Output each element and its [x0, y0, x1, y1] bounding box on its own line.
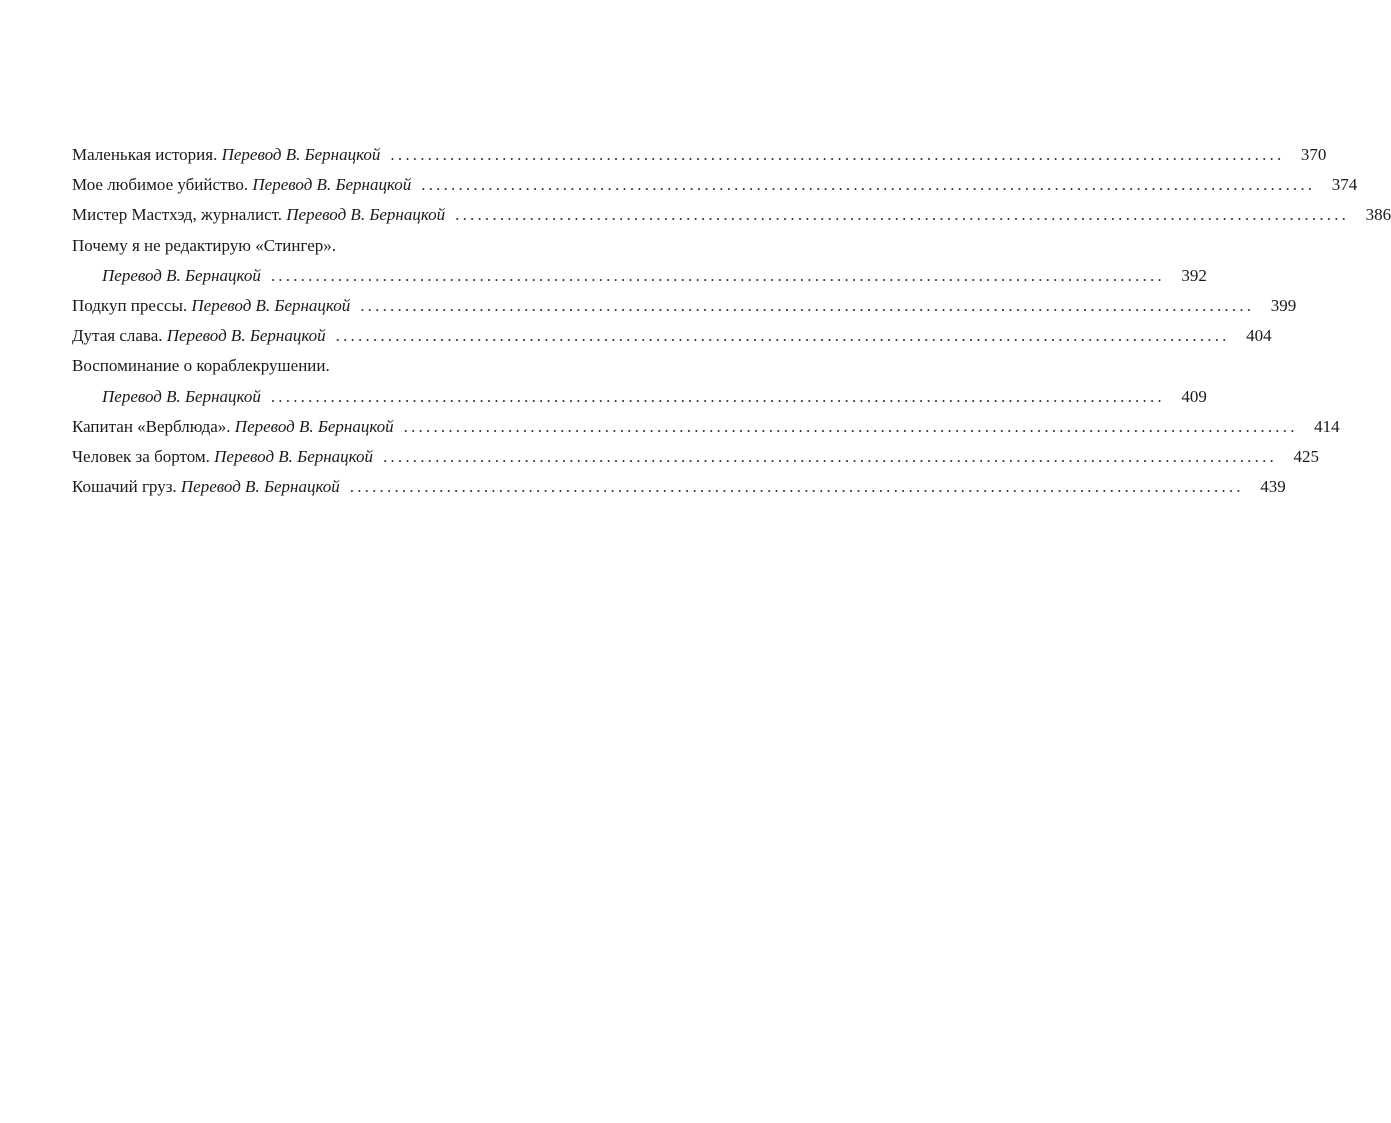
toc-entry-page: 374 — [1331, 175, 1358, 195]
toc-entry[interactable] — [72, 200, 1391, 230]
dot-leader: ........................................................................................................................ — [270, 386, 1165, 406]
table-of-contents — [72, 140, 1391, 502]
toc-entry[interactable] — [72, 442, 1319, 472]
dot-leader: ........................................................................................................................ — [421, 175, 1316, 195]
toc-entry[interactable] — [72, 321, 1272, 351]
toc-entry[interactable] — [72, 472, 1286, 502]
toc-entry[interactable] — [72, 170, 1358, 200]
toc-entry-page: 409 — [1181, 386, 1207, 406]
toc-entry-translator: Перевод В. Бернацкой — [102, 386, 261, 406]
toc-entry[interactable] — [72, 140, 1327, 170]
toc-entry-title: Мистер Мастхэд, журналист. Перевод В. Бернацкой — [72, 205, 446, 225]
toc-entry-translator: Перевод В. Бернацкой — [234, 416, 394, 436]
toc-entry-title: Почему я не редактирую «Стингер». — [72, 235, 336, 255]
toc-entry-title: Кошачий груз. Перевод В. Бернацкой — [72, 477, 340, 497]
toc-entry-title: Мое любимое убийство. Перевод В. Бернацкой — [72, 175, 412, 195]
dot-leader: ........................................................................................................................ — [390, 145, 1285, 164]
toc-entry[interactable] — [72, 291, 1297, 321]
toc-entry-page: 370 — [1300, 145, 1327, 164]
toc-entry-title: Маленькая история. Перевод В. Бернацкой — [72, 145, 381, 164]
toc-entry-title: Дутая слава. Перевод В. Бернацкой — [72, 326, 326, 346]
toc-entry-title: Воспоминание о кораблекрушении. — [72, 356, 330, 376]
toc-entry-title-line[interactable] — [72, 231, 598, 261]
dot-leader: ........................................................................................................................ — [335, 326, 1230, 346]
toc-entry-title: Человек за бортом. Перевод В. Бернацкой — [72, 446, 373, 466]
toc-entry-translator: Перевод В. Бернацкой — [166, 326, 326, 346]
dot-leader: ........................................................................................................................ — [455, 205, 1350, 225]
dot-leader: ........................................................................................................................ — [270, 265, 1165, 285]
toc-entry-page: 404 — [1246, 326, 1272, 346]
toc-entry-page: 414 — [1314, 416, 1340, 436]
toc-entry-title: Подкуп прессы. Перевод В. Бернацкой — [72, 295, 351, 315]
toc-entry-continuation[interactable] — [72, 261, 1207, 291]
toc-entry-page: 392 — [1181, 265, 1207, 285]
toc-entry[interactable] — [72, 412, 1340, 442]
toc-entry-translator: Перевод В. Бернацкой — [252, 175, 412, 195]
toc-entry-translator: Перевод В. Бернацкой — [286, 205, 446, 225]
toc-entry-translator: Перевод В. Бернацкой — [102, 265, 261, 285]
toc-entry-translator: Перевод В. Бернацкой — [221, 145, 381, 164]
toc-entry-page: 439 — [1260, 477, 1286, 497]
dot-leader: ........................................................................................................................ — [403, 416, 1298, 436]
toc-entry-page: 399 — [1270, 295, 1297, 315]
toc-entry-translator: Перевод В. Бернацкой — [191, 295, 351, 315]
toc-entry-continuation[interactable] — [72, 382, 1207, 412]
dot-leader: ........................................................................................................................ — [360, 295, 1255, 315]
dot-leader: ........................................................................................................................ — [382, 446, 1277, 466]
toc-entry-translator: Перевод В. Бернацкой — [180, 477, 340, 497]
dot-leader: ........................................................................................................................ — [349, 477, 1244, 497]
toc-entry-translator: Перевод В. Бернацкой — [214, 446, 373, 466]
toc-entry-title: Капитан «Верблюда». Перевод В. Бернацкой — [72, 416, 394, 436]
toc-entry-page: 386 — [1365, 205, 1391, 225]
toc-entry-title-line[interactable] — [72, 351, 598, 381]
toc-entry-page: 425 — [1293, 446, 1319, 466]
